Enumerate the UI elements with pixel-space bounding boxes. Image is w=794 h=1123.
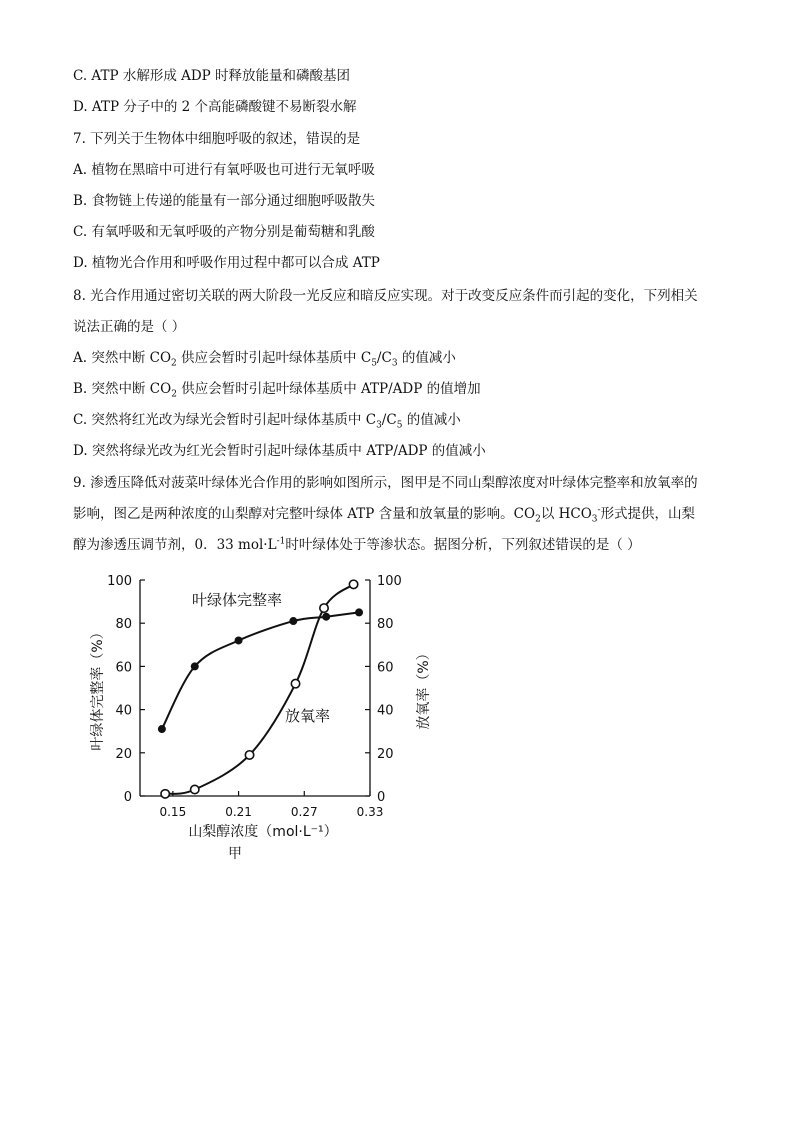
option-text: C. ATP 水解形成 ADP 时释放能量和磷酸基团 xyxy=(73,68,351,84)
subscript: 2 xyxy=(535,514,541,525)
figure-jia-chart xyxy=(80,568,450,868)
text-part: B. 突然中断 CO xyxy=(73,381,172,397)
subscript: 3 xyxy=(591,514,598,525)
question-text: 9. 渗透压降低对菠菜叶绿体光合作用的影响如图所示，图甲是不同山梨醇浓度对叶绿体完整率和放氧率的 xyxy=(73,475,698,491)
question-8-option-d xyxy=(73,441,733,461)
question-7-option-a xyxy=(73,160,733,180)
text-part: 的值减小 xyxy=(402,412,461,428)
x-tick-label: 0.27 xyxy=(290,805,318,819)
text-part: 供应会暂时引起叶绿体基质中 C xyxy=(176,350,372,366)
question-text: 7. 下列关于生物体中细胞呼吸的叙述，错误的是 xyxy=(73,131,361,147)
subscript: 3 xyxy=(376,420,382,431)
chart-marks xyxy=(158,580,363,798)
question-9-stem-line1 xyxy=(73,473,733,493)
data-point-open xyxy=(245,751,253,759)
subscript: 3 xyxy=(391,358,398,369)
option-text: D. 突然将绿光改为红光会暂时引起叶绿体基质中 ATP/ADP 的值减小 xyxy=(73,443,486,459)
data-point-open xyxy=(291,679,299,687)
text-part: 时叶绿体处于等渗状态。据图分析，下列叙述错误的是（ ） xyxy=(285,537,641,553)
question-8-stem-line1 xyxy=(73,286,733,306)
superscript: -1 xyxy=(276,536,286,547)
question-7-stem xyxy=(73,129,733,149)
text-part: 形式提供，山梨 xyxy=(600,506,696,522)
text-part: A. 突然中断 CO xyxy=(73,350,172,366)
chart-axes xyxy=(140,580,370,796)
text-part: 影响，图乙是两种浓度的山梨醇对完整叶绿体 ATP 含量和放氧量的影响。CO xyxy=(73,506,536,522)
left-tick-label: 40 xyxy=(115,703,132,719)
subscript: 5 xyxy=(396,420,403,431)
right-tick-label: 40 xyxy=(377,703,394,719)
data-point-filled xyxy=(235,636,243,644)
question-7-option-c xyxy=(73,222,733,242)
question-8-option-a xyxy=(73,348,733,368)
data-point-filled xyxy=(355,608,363,616)
text-part: /C xyxy=(381,412,397,428)
question-9-stem-line3 xyxy=(73,535,733,555)
option-text: D. 植物光合作用和呼吸作用过程中都可以合成 ATP xyxy=(73,255,380,271)
question-text: 说法正确的是（ ） xyxy=(73,319,186,335)
data-point-open xyxy=(161,790,169,798)
right-tick-label: 20 xyxy=(377,746,394,762)
subscript: 5 xyxy=(371,358,377,369)
right-tick-label: 100 xyxy=(377,574,402,589)
subscript: 2 xyxy=(171,358,177,369)
data-point-filled xyxy=(289,617,297,625)
data-point-open xyxy=(191,785,199,793)
left-axis-label: 叶绿体完整率（%） xyxy=(90,625,106,751)
left-tick-label: 60 xyxy=(115,660,132,676)
text-part: 以 HCO xyxy=(540,506,592,522)
data-point-open xyxy=(320,604,328,612)
figure-caption: 甲 xyxy=(228,846,242,862)
left-tick-label: 20 xyxy=(115,746,132,762)
subscript: 2 xyxy=(171,389,177,400)
text-part: /C xyxy=(376,350,392,366)
right-axis-label: 放氧率（%） xyxy=(416,646,432,730)
text-part: 的值减小 xyxy=(397,350,456,366)
data-point-filled xyxy=(158,725,166,733)
option-text: A. 植物在黑暗中可进行有氧呼吸也可进行无氧呼吸 xyxy=(73,162,375,178)
series-label-oxygen: 放氧率 xyxy=(285,707,331,725)
text-part: 供应会暂时引起叶绿体基质中 ATP/ADP 的值增加 xyxy=(176,381,481,397)
x-tick-label: 0.33 xyxy=(356,805,384,819)
data-point-filled xyxy=(191,662,199,670)
option-text: D. ATP 分子中的 2 个高能磷酸键不易断裂水解 xyxy=(73,99,357,115)
text-part: 醇为渗透压调节剂，0．33 mol·L xyxy=(73,537,277,553)
x-tick-label: 0.15 xyxy=(159,805,187,819)
x-tick-label: 0.21 xyxy=(225,805,252,819)
question-8-option-b xyxy=(73,379,733,399)
question-7-option-d xyxy=(73,253,733,273)
option-text: C. 有氧呼吸和无氧呼吸的产物分别是葡萄糖和乳酸 xyxy=(73,224,375,240)
series-label-integrity: 叶绿体完整率 xyxy=(192,591,283,609)
question-7-option-b xyxy=(73,191,733,211)
option-d-atp xyxy=(73,97,733,117)
question-9-stem-line2 xyxy=(73,504,733,524)
left-tick-label: 0 xyxy=(123,790,132,805)
data-point-open xyxy=(349,580,357,588)
data-point-filled xyxy=(322,613,330,621)
right-tick-label: 0 xyxy=(377,790,386,805)
right-tick-label: 60 xyxy=(377,660,394,676)
option-text: B. 食物链上传递的能量有一部分通过细胞呼吸散失 xyxy=(73,193,376,209)
x-axis-label: 山梨醇浓度（mol·L⁻¹） xyxy=(188,824,338,840)
question-text: 8. 光合作用通过密切关联的两大阶段一光反应和暗反应实现。对于改变反应条件而引起的变化，下列相关 xyxy=(73,288,698,304)
option-c-atp xyxy=(73,66,733,86)
superscript: - xyxy=(597,505,601,516)
right-tick-label: 80 xyxy=(377,617,394,633)
left-tick-label: 100 xyxy=(107,574,132,589)
left-tick-label: 80 xyxy=(115,617,132,633)
question-8-option-c xyxy=(73,410,733,430)
question-8-stem-line2 xyxy=(73,317,733,337)
text-part: C. 突然将红光改为绿光会暂时引起叶绿体基质中 C xyxy=(73,412,377,428)
